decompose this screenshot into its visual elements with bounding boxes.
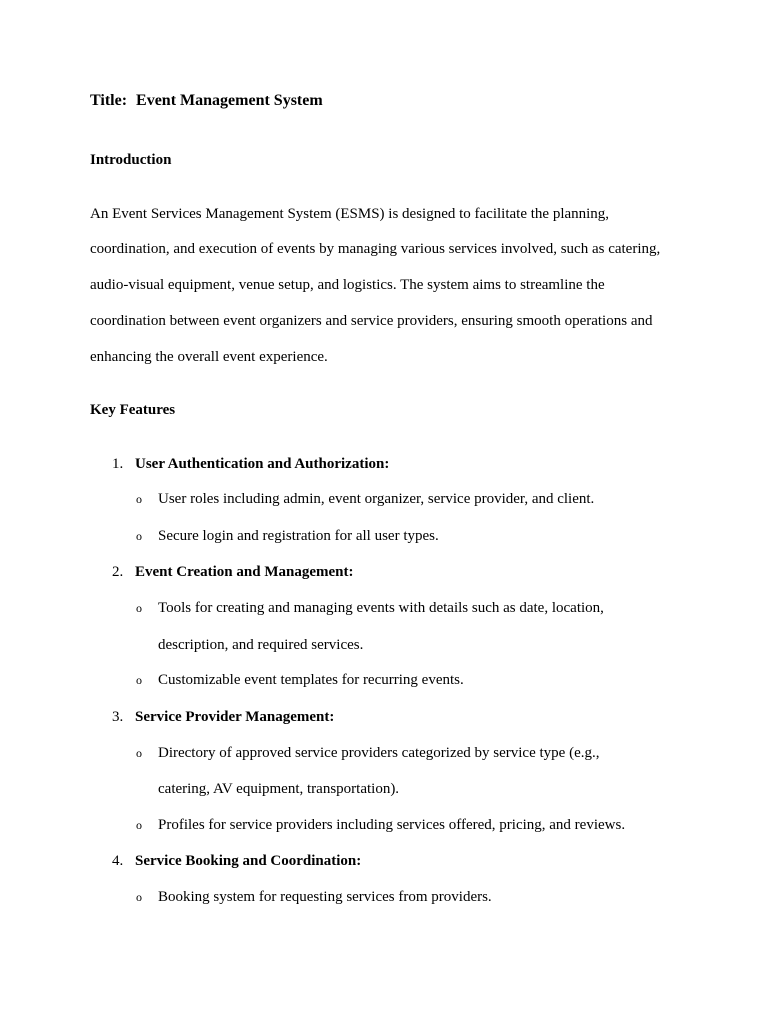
- intro-line: coordination between event organizers and service providers, ensuring smooth operations and: [90, 313, 653, 329]
- bullet-item: [136, 889, 492, 906]
- feature-number: 1.: [112, 456, 124, 472]
- bullet-continuation: description, and required services.: [158, 637, 364, 653]
- bullet-item: [136, 600, 604, 617]
- intro-line: enhancing the overall event experience.: [90, 349, 328, 365]
- bullet-item: [136, 528, 439, 545]
- title-text: Event Management System: [136, 92, 323, 109]
- bullet-text: Customizable event templates for recurring events.: [158, 672, 464, 688]
- bullet-marker-icon: o: [136, 818, 142, 832]
- intro-line: An Event Services Management System (ESMS) is designed to facilitate the planning,: [90, 206, 610, 222]
- feature-item: [112, 564, 353, 581]
- bullet-text: Profiles for service providers including services offered, pricing, and reviews.: [158, 817, 626, 833]
- key-features-heading: Key Features: [90, 402, 176, 418]
- feature-label: Event Creation and Management:: [135, 564, 354, 580]
- bullet-item: [136, 817, 626, 834]
- bullet-text: Directory of approved service providers categorized by service type (e.g.,: [158, 745, 600, 761]
- bullet-text: Booking system for requesting services from providers.: [158, 889, 492, 905]
- feature-number: 2.: [112, 564, 124, 580]
- feature-item: [112, 456, 389, 473]
- feature-label: Service Booking and Coordination:: [135, 853, 362, 869]
- feature-number: 4.: [112, 853, 124, 869]
- intro-line: coordination, and execution of events by managing various services involved, such as catering,: [90, 241, 661, 257]
- feature-label: Service Provider Management:: [135, 709, 335, 725]
- intro-line: audio-visual equipment, venue setup, and logistics. The system aims to streamline the: [90, 277, 605, 293]
- bullet-marker-icon: o: [136, 673, 142, 687]
- bullet-text: Tools for creating and managing events with details such as date, location,: [158, 600, 604, 616]
- introduction-heading: Introduction: [90, 152, 172, 168]
- bullet-item: [136, 745, 600, 762]
- feature-item: [112, 853, 361, 870]
- feature-item: [112, 709, 334, 726]
- bullet-marker-icon: o: [136, 601, 142, 615]
- title-label: Title:: [90, 92, 128, 109]
- bullet-continuation: catering, AV equipment, transportation).: [158, 781, 400, 797]
- bullet-marker-icon: o: [136, 890, 142, 904]
- bullet-text: User roles including admin, event organizer, service provider, and client.: [158, 491, 595, 507]
- bullet-marker-icon: o: [136, 492, 142, 506]
- document-title: [90, 92, 323, 110]
- bullet-item: [136, 491, 595, 508]
- bullet-text: Secure login and registration for all user types.: [158, 528, 439, 544]
- bullet-item: [136, 672, 464, 689]
- bullet-marker-icon: o: [136, 746, 142, 760]
- feature-number: 3.: [112, 709, 124, 725]
- bullet-marker-icon: o: [136, 529, 142, 543]
- feature-label: User Authentication and Authorization:: [135, 456, 390, 472]
